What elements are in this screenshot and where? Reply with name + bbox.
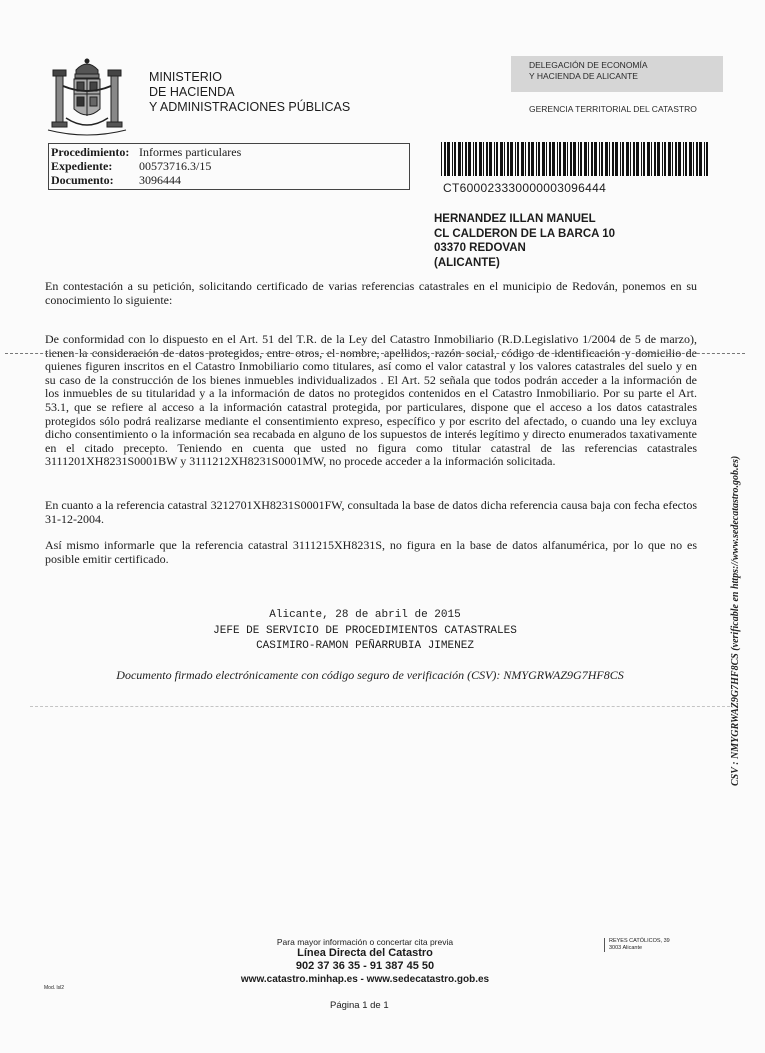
barcode-bar [662,142,663,176]
barcode-bar [647,142,650,176]
barcode-bar [510,142,513,176]
recipient-line: HERNANDEZ ILLAN MANUEL [434,213,596,225]
ministry-line: DE HACIENDA [149,85,235,99]
barcode-bar [521,142,524,176]
barcode-bar [683,142,684,176]
barcode-bar [475,142,477,176]
barcode-bar [504,142,505,176]
ministry-line: Y ADMINISTRACIONES PÚBLICAS [149,100,351,114]
barcode-bar [591,142,593,176]
barcode-bar [557,142,558,176]
barcode-bar [552,142,555,176]
barcode-bar [549,142,551,176]
barcode-bar [483,142,484,176]
barcode-bar [525,142,526,176]
barcode-bar [465,142,467,176]
separator [30,706,730,708]
barcode-bar [588,142,589,176]
barcode-bar [706,142,708,176]
side-csv-verification: CSV : NMYGRWAZ9G7HF8CS (verificable en https://www.sedecatastro.gob.es) [730,455,741,786]
barcode-bar [517,142,519,176]
body-paragraph: Así mismo informarle que la referencia catastral 3111215XH8231S, no figura en la base de datos alfanumérica, por lo que no es posible emitir certificado. [45,538,697,566]
footer-contact [200,937,530,986]
barcode-bar [601,142,603,176]
recipient-line: CL CALDERON DE LA BARCA 10 [434,227,616,240]
barcode-bar [567,142,568,176]
documento-row [51,173,181,187]
barcode-bar [689,142,692,176]
recipient-line: (ALICANTE) [434,256,500,269]
delegation-name [529,60,648,82]
barcode-bar [633,142,635,176]
model-code: Mod. lsl2 [44,985,65,991]
barcode-bar [657,142,660,176]
signature-role: JEFE DE SERVICIO DE PROCEDIMIENTOS CATASTRALES [213,624,517,637]
barcode-bar [622,142,624,176]
footer-phones: 902 37 36 35 - 91 387 45 50 [295,960,435,972]
procedure-key: Procedimiento: [51,145,130,159]
barcode-bar [447,142,450,176]
barcode-bar [454,142,456,176]
barcode-bar [668,142,671,176]
barcode-bar [693,142,694,176]
barcode-bar [496,142,498,176]
barcode-bar [500,142,503,176]
barcode-bar [515,142,516,176]
barcode-bar [664,142,666,176]
scan-artifact-line [5,353,745,355]
barcode-bar [696,142,698,176]
barcode-bar [462,142,463,176]
barcode-bar [612,142,614,176]
barcode-bar [626,142,629,176]
barcode-bar [489,142,492,176]
barcode-bar [704,142,705,176]
procedure-box [48,143,410,190]
barcode-bar [563,142,566,176]
coat-of-arms-logo [46,56,128,136]
recipient-address [434,212,615,270]
barcode-number: CT600023330000003096444 [443,181,607,195]
documento-key: Documento: [51,173,114,187]
expediente-row [51,159,211,173]
body-paragraph: En cuanto a la referencia catastral 3212701XH8231S0001FW, consultada la base de datos dicha referencia causa baja con fecha efectos 31-12-2004. [45,498,697,526]
barcode-bar [570,142,572,176]
expediente-value: 00573716.3/15 [139,159,212,173]
barcode-bar [630,142,631,176]
barcode-bar [486,142,488,176]
barcode-bar [699,142,702,176]
ministry-name [149,70,350,115]
barcode-bar [507,142,509,176]
barcode-bar [641,142,642,176]
documento-value: 3096444 [139,173,181,187]
barcode-bar [473,142,474,176]
barcode-bar [615,142,618,176]
barcode-bar [528,142,530,176]
barcode-bar [636,142,639,176]
barcode-bar [672,142,673,176]
footer-websites: www.catastro.minhap.es - www.sedecatastro.gob.es [240,974,490,985]
barcode-bar [479,142,482,176]
barcode-bar [536,142,537,176]
barcode-bar [685,142,687,176]
barcode-bar [444,142,446,176]
barcode-bar [620,142,621,176]
procedure-value: Informes particulares [139,145,242,159]
barcode-bar [678,142,681,176]
signature-name: CASIMIRO-RAMON PEÑARRUBIA JIMENEZ [256,640,474,652]
barcode-bar [643,142,645,176]
page-number: Página 1 de 1 [330,1000,389,1011]
barcode-bar [573,142,576,176]
barcode-bar [468,142,471,176]
barcode-bar [559,142,561,176]
barcode-bar [458,142,461,176]
barcode-bar [580,142,582,176]
barcode-bar [538,142,540,176]
barcode-bar [605,142,608,176]
footer-address-line: 3003 Alicante [609,945,643,951]
footer-info: Para mayor información o concertar cita previa [276,937,454,947]
barcode-bar [542,142,545,176]
signature-block [150,608,580,655]
barcode-bar [578,142,579,176]
barcode-bar [599,142,600,176]
csv-statement: Documento firmado electrónicamente con código seguro de verificación (CSV): NMYGRWAZ9G7HF8CS [116,668,624,682]
footer-address-line: REYES CATÓLICOS, 39 [609,938,670,944]
barcode-bar [452,142,453,176]
barcode-bar [654,142,656,176]
ministry-line: MINISTERIO [149,70,222,84]
barcode-bar [609,142,610,176]
footer-address [604,938,689,952]
expediente-key: Expediente: [51,159,113,173]
recipient-line: 03370 REDOVAN [434,242,526,254]
barcode-bar [594,142,597,176]
delegation-line: Y HACIENDA DE ALICANTE [529,71,638,81]
body-paragraph: En contestación a su petición, solicitando certificado de varias referencias catastrales en el municipio de Redován, ponemos en su conocimiento lo siguiente: [45,279,697,307]
barcode-bar [441,142,442,176]
gerencia-name: GERENCIA TERRITORIAL DEL CATASTRO [529,104,697,114]
body-paragraph: De conformidad con lo dispuesto en el Art. 51 del T.R. de la Ley del Catastro Inmobiliario (R.D.Legislativo 1/2004 de 5 de marzo), tienen la consideración de datos protegidos, entre otros, el nombre, apellidos, razón social, código de identificación y domicilio de quienes figuren inscritos en el Catastro Inmobiliario como titulares, así como el valor catastral y los valores catastrales del suelo y en su caso de la construcción de los bienes inmuebles individualizados . El Art. 52 señala que todos podrán acceder a la información de los inmuebles de su titularidad y a la información de datos no protegidos contenidos en el Catastro Inmobiliario. Por su parte el Art. 53.1, que se refiere al acceso a la información catastral protegida, por particulares, dispone que el acceso a los datos catastrales protegidos sólo podrá realizarse mediante el consentimiento expreso, específico y por escrito del afectado, o cuando una ley excluya dicho consentimiento o la información sea recabada en alguno de los supuestos de interés legítimo y directo enumerados taxativamente en el citado precepto. Teniendo en cuenta que usted no figura como titular catastral de las referencias catastrales 3111201XH8231S0001BW y 3111212XH8231S0001MW, no procede acceder a la información solicitada. [45,332,697,469]
barcode-bar [584,142,587,176]
signature-place-date: Alicante, 28 de abril de 2015 [269,609,461,621]
procedure-row [51,145,241,159]
footer-line-title: Línea Directa del Catastro [297,947,433,959]
barcode-bar [546,142,547,176]
delegation-line: DELEGACIÓN DE ECONOMÍA [529,60,648,70]
barcode-bar [651,142,652,176]
barcode-bar [675,142,677,176]
barcode-bar [494,142,495,176]
barcode [441,142,709,176]
barcode-bar [531,142,534,176]
